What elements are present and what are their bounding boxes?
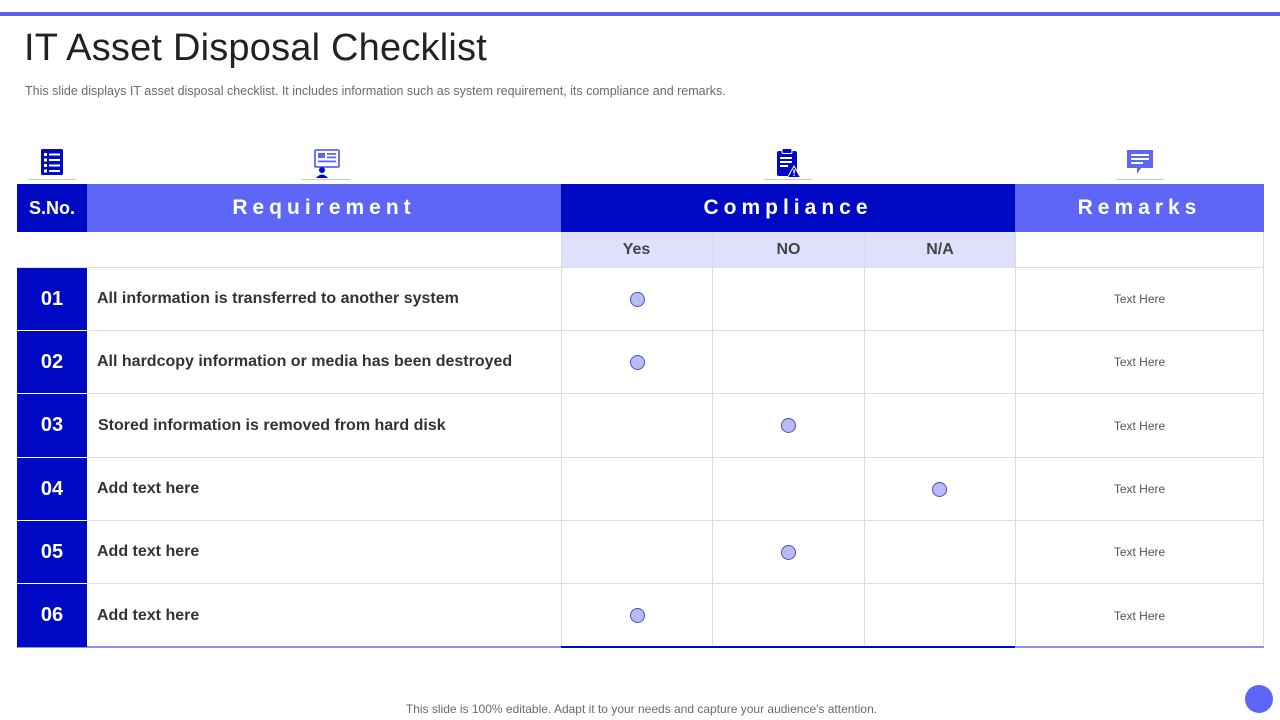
header-requirement: Requirement xyxy=(87,184,561,232)
row-requirement: Add text here xyxy=(97,480,200,497)
compliance-marker xyxy=(630,355,645,370)
grid-line xyxy=(561,232,562,647)
row-remarks: Text Here xyxy=(1113,418,1166,433)
row-requirement: All information is transferred to another system xyxy=(97,290,459,307)
row-number: 01 xyxy=(17,268,87,330)
header-compliance: Compliance xyxy=(561,184,1015,232)
header-sno: S.No. xyxy=(17,184,87,232)
row-number: 05 xyxy=(17,521,87,583)
subheader-no: NO xyxy=(713,232,864,267)
row-number: 06 xyxy=(17,584,87,647)
page-subtitle: This slide displays IT asset disposal checklist. It includes information such as system requirement, its compliance and remarks. xyxy=(25,84,726,98)
clipboard-warning-icon xyxy=(764,148,812,180)
footer-note: This slide is 100% editable. Adapt it to your needs and capture your audience's attention. xyxy=(405,702,878,716)
grid-line xyxy=(864,232,865,647)
corner-decoration-dot xyxy=(1245,685,1273,713)
subheader-yes: Yes xyxy=(561,232,712,267)
row-remarks: Text Here xyxy=(1113,482,1166,496)
row-number: 04 xyxy=(17,458,87,520)
checklist-table xyxy=(17,184,1264,647)
compliance-marker xyxy=(781,545,796,560)
row-requirement: Add text here xyxy=(97,543,200,560)
compliance-marker xyxy=(781,418,796,433)
speech-bubble-icon xyxy=(1116,148,1164,180)
page-title: IT Asset Disposal Checklist xyxy=(24,27,487,69)
requirements-board-icon xyxy=(302,148,350,180)
header-remarks: Remarks xyxy=(1015,184,1264,232)
row-requirement: All hardcopy information or media has been destroyed xyxy=(97,353,513,370)
row-remarks: Text Here xyxy=(1113,545,1166,559)
compliance-marker xyxy=(932,482,947,497)
row-number: 03 xyxy=(17,394,87,457)
checklist-icon xyxy=(28,148,76,180)
compliance-marker xyxy=(630,608,645,623)
top-accent-line xyxy=(0,12,1280,16)
row-remarks: Text Here xyxy=(1113,292,1166,306)
grid-line xyxy=(712,232,713,647)
row-requirement: Stored information is removed from hard disk xyxy=(98,416,446,434)
row-requirement: Add text here xyxy=(97,606,200,624)
row-remarks: Text Here xyxy=(1113,608,1166,623)
row-number: 02 xyxy=(17,331,87,393)
subheader-na: N/A xyxy=(865,232,1015,267)
table-bottom-border xyxy=(561,646,1015,648)
row-remarks: Text Here xyxy=(1113,355,1166,369)
compliance-marker xyxy=(630,292,645,307)
